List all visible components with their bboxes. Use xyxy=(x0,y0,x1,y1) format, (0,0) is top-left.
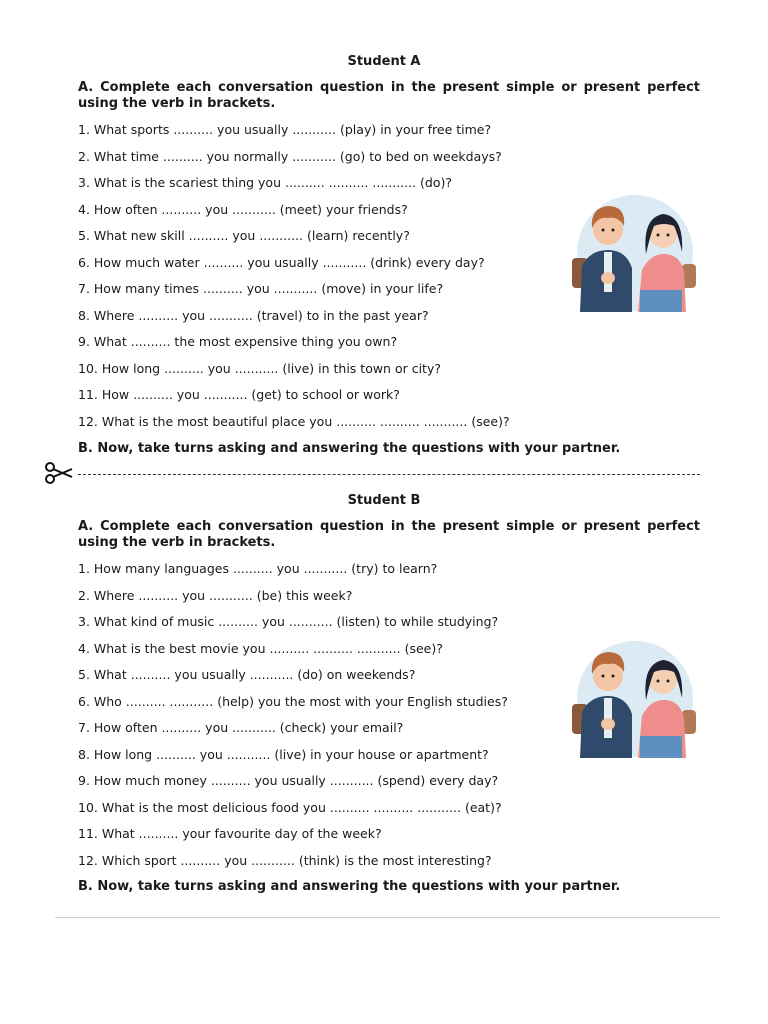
question-item: 3. What is the scariest thing you .......... .......... ........... (do)? xyxy=(78,175,453,190)
cut-line xyxy=(78,474,700,475)
question-item: 6. Who .......... ........... (help) you the most with your English studies? xyxy=(78,693,508,709)
student-b-part-b: B. Now, take turns asking and answering the questions with your partner. xyxy=(78,879,621,894)
question-item: 9. What .......... the most expensive thing you own? xyxy=(78,334,398,349)
question-item: 8. How long .......... you ........... (live) in your house or apartment? xyxy=(78,746,489,762)
question-item: 3. What kind of music .......... you ........... (listen) to while studying? xyxy=(78,614,499,629)
question-item: 4. How often .......... you ........... (meet) your friends? xyxy=(78,201,408,217)
student-a-part-a-instructions: A. Complete each conversation question in the present simple or present perfect using the verb in brackets. xyxy=(78,80,700,111)
question-item: 11. What .......... your favourite day of the week? xyxy=(78,826,382,841)
question-item: 5. What .......... you usually ........... (do) on weekends? xyxy=(78,667,416,682)
students-talking-illustration xyxy=(570,194,700,312)
question-item: 10. What is the most delicious food you .......... .......... ........... (eat)? xyxy=(78,799,502,815)
question-item: 7. How often .......... you ........... (check) your email? xyxy=(78,720,404,735)
question-item: 6. How much water .......... you usually ........... (drink) every day? xyxy=(78,254,485,270)
question-item: 4. What is the best movie you .......... .......... ........... (see)? xyxy=(78,640,443,656)
question-item: 2. Where .......... you ........... (be) this week? xyxy=(78,587,353,603)
student-b-title: Student B xyxy=(347,493,421,508)
question-item: 5. What new skill .......... you ........... (learn) recently? xyxy=(78,228,410,243)
student-b-question-list xyxy=(78,556,638,874)
student-b-part-a-instructions: A. Complete each conversation question in the present simple or present perfect using the verb in brackets. xyxy=(78,519,700,550)
bottom-divider xyxy=(55,917,720,918)
question-item: 9. How much money .......... you usually ........... (spend) every day? xyxy=(78,773,499,788)
students-talking-illustration xyxy=(570,640,700,758)
scissors-icon xyxy=(44,462,74,484)
question-item: 11. How .......... you ........... (get) to school or work? xyxy=(78,387,400,402)
question-item: 7. How many times .......... you ........... (move) in your life? xyxy=(78,281,444,296)
question-item: 1. How many languages .......... you ........... (try) to learn? xyxy=(78,561,438,576)
question-item: 12. What is the most beautiful place you .......... .......... ........... (see)? xyxy=(78,413,510,429)
question-item: 1. What sports .......... you usually ........... (play) in your free time? xyxy=(78,122,492,137)
question-item: 10. How long .......... you ........... (live) in this town or city? xyxy=(78,360,441,376)
student-a-title: Student A xyxy=(347,54,421,69)
student-a-part-b: B. Now, take turns asking and answering the questions with your partner. xyxy=(78,441,621,456)
student-a-question-list xyxy=(78,117,638,435)
question-item: 8. Where .......... you ........... (travel) to in the past year? xyxy=(78,307,429,323)
question-item: 12. Which sport .......... you ........... (think) is the most interesting? xyxy=(78,852,492,868)
question-item: 2. What time .......... you normally ........... (go) to bed on weekdays? xyxy=(78,148,502,164)
